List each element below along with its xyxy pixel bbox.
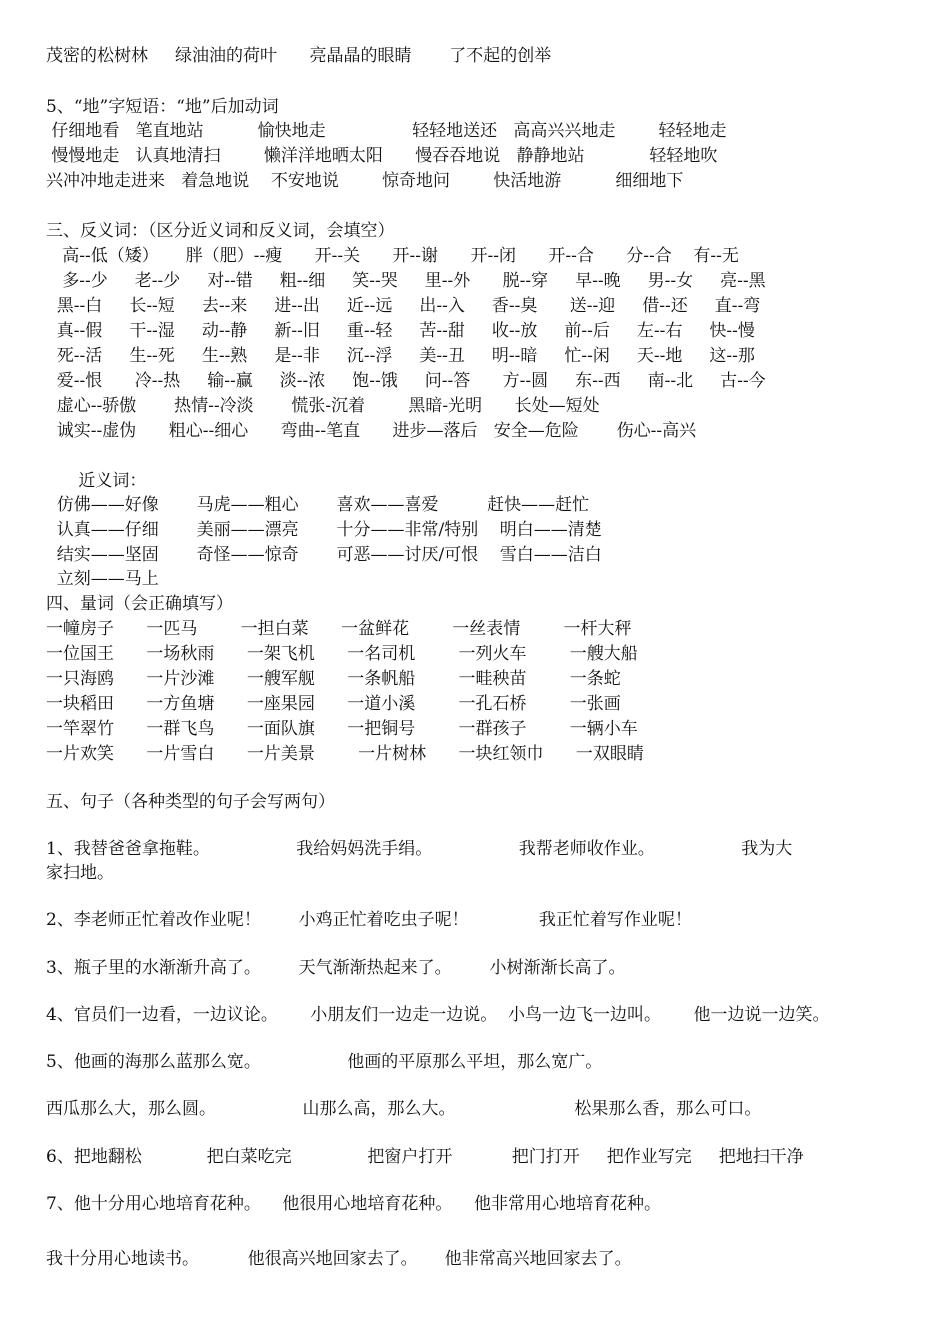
synonyms-line-1: 仿佛——好像 马虎——粗心 喜欢——喜爱 赶快——赶忙 <box>46 495 590 515</box>
sentence-6: 6、把地翻松 把白菜吃完 把窗户打开 把门打开 把作业写完 把地扫干净 <box>46 1147 804 1167</box>
di-phrases-line-3: 兴冲冲地走进来 着急地说 不安地说 惊奇地问 快活地游 细细地下 <box>46 171 684 191</box>
sentence-2: 2、李老师正忙着改作业呢！ 小鸡正忙着吃虫子呢！ 我正忙着写作业呢！ <box>46 910 692 930</box>
sentence-5-continued: 西瓜那么大，那么圆。 山那么高，那么大。 松果那么香，那么可口。 <box>46 1099 762 1119</box>
adjective-phrases-line: 茂密的松树林 绿油油的荷叶 亮晶晶的眼睛 了不起的创举 <box>46 46 552 66</box>
sentence-1-line-2: 家扫地。 <box>46 863 114 883</box>
antonyms-line-3: 黑--白 长--短 去--来 进--出 近--远 出--入 香--臭 送--迎 借--还 直--弯 <box>46 296 761 316</box>
synonyms-line-3: 结实——坚固 奇怪——惊奇 可恶——讨厌/可恨 雪白——洁白 <box>46 545 602 565</box>
antonyms-line-1: 高--低（矮） 胖（肥）--瘦 开--关 开--谢 开--闭 开--合 分--合 有--无 <box>46 246 739 266</box>
antonyms-line-8: 诚实--虚伪 粗心--细心 弯曲--笔直 进步—落后 安全—危险 伤心--高兴 <box>46 421 697 441</box>
measure-words-line-1: 一幢房子 一匹马 一担白菜 一盆鲜花 一丝表情 一杆大秤 <box>46 619 632 639</box>
section-sentences-heading: 五、句子（各种类型的句子会写两句） <box>46 792 335 812</box>
section-measure-words-heading: 四、量词（会正确填写） <box>46 594 233 614</box>
antonyms-line-2: 多--少 老--少 对--错 粗--细 笑--哭 里--外 脱--穿 早--晚 男--女 亮--黑 <box>46 271 766 291</box>
synonyms-line-4: 立刻——马上 <box>46 569 159 589</box>
measure-words-line-4: 一块稻田 一方鱼塘 一座果园 一道小溪 一孔石桥 一张画 <box>46 694 621 714</box>
sentence-7-continued: 我十分用心地读书。 他很高兴地回家去了。 他非常高兴地回家去了。 <box>46 1249 632 1269</box>
di-phrases-line-1: 仔细地看 笔直地站 愉快地走 轻轻地送还 高高兴兴地走 轻轻地走 <box>46 121 727 141</box>
section-di-phrases-heading: 5、“地”字短语：“地”后加动词 <box>46 97 279 117</box>
measure-words-line-2: 一位国王 一场秋雨 一架飞机 一名司机 一列火车 一艘大船 <box>46 644 638 664</box>
sentence-4: 4、官员们一边看，一边议论。 小朋友们一边走一边说。 小鸟一边飞一边叫。 他一边说一边笑。 <box>46 1005 830 1025</box>
sentence-1-line-1: 1、我替爸爸拿拖鞋。 我给妈妈洗手绢。 我帮老师收作业。 我为大 <box>46 839 793 859</box>
sentence-3: 3、瓶子里的水渐渐升高了。 天气渐渐热起来了。 小树渐渐长高了。 <box>46 958 626 978</box>
antonyms-line-7: 虚心--骄傲 热情--冷淡 慌张-沉着 黑暗-光明 长处—短处 <box>46 396 600 416</box>
sentence-5: 5、他画的海那么蓝那么宽。 他画的平原那么平坦，那么宽广。 <box>46 1052 603 1072</box>
antonyms-line-6: 爱--恨 冷--热 输--赢 淡--浓 饱--饿 问--答 方--圆 东--西 南--北 古--今 <box>46 371 766 391</box>
di-phrases-line-2: 慢慢地走 认真地清扫 懒洋洋地晒太阳 慢吞吞地说 静静地站 轻轻地吹 <box>46 146 718 166</box>
measure-words-line-6: 一片欢笑 一片雪白 一片美景 一片树林 一块红领巾 一双眼睛 <box>46 744 644 764</box>
synonyms-heading: 近义词： <box>46 471 147 491</box>
section-antonyms-heading: 三、反义词：（区分近义词和反义词，会填空） <box>46 221 395 241</box>
synonyms-line-2: 认真——仔细 美丽——漂亮 十分——非常/特别 明白——清楚 <box>46 520 602 540</box>
sentence-7: 7、他十分用心地培育花种。 他很用心地培育花种。 他非常用心地培育花种。 <box>46 1194 662 1214</box>
antonyms-line-4: 真--假 干--湿 动--静 新--旧 重--轻 苦--甜 收--放 前--后 左--右 快--慢 <box>46 321 755 341</box>
antonyms-line-5: 死--活 生--死 生--熟 是--非 沉--浮 美--丑 明--暗 忙--闲 天--地 这--那 <box>46 346 755 366</box>
measure-words-line-5: 一竿翠竹 一群飞鸟 一面队旗 一把铜号 一群孩子 一辆小车 <box>46 719 638 739</box>
measure-words-line-3: 一只海鸥 一片沙滩 一艘军舰 一条帆船 一畦秧苗 一条蛇 <box>46 669 621 689</box>
